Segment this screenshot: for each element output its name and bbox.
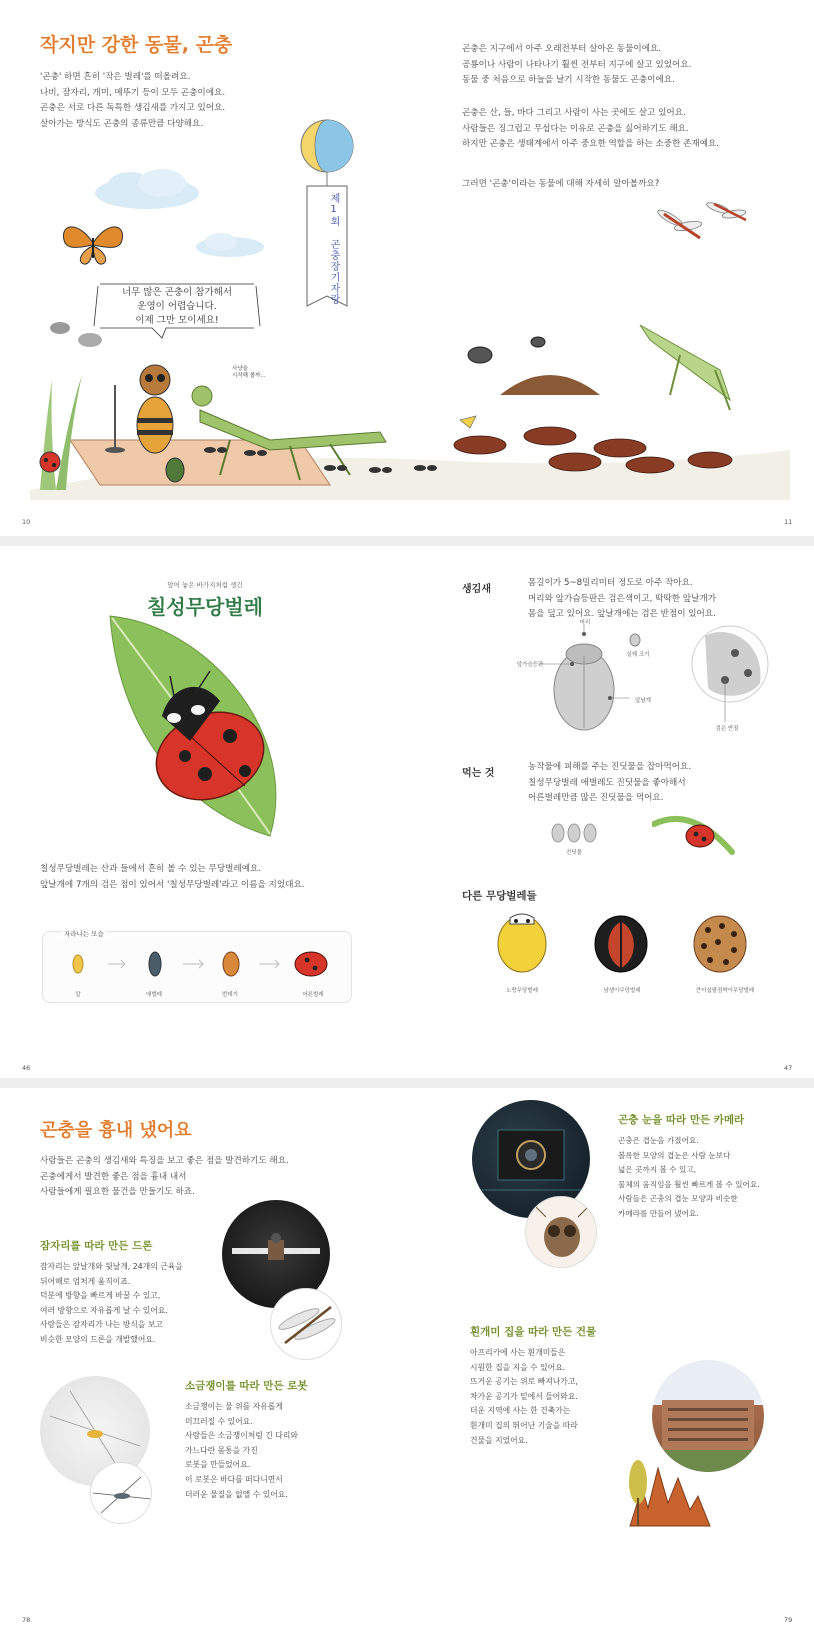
spread1-right-paragraph-1 [462,42,792,89]
appearance-text [528,576,788,623]
text-line: 더러운 물질을 없앨 수 있어요. [185,1489,288,1499]
robot-heading: 소금쟁이를 따라 만든 로봇 [185,1380,308,1392]
ladybug-on-stem-illustration [652,806,742,856]
text-line: 가느다란 몸통을 가진 [185,1445,258,1455]
ladybug-description [40,862,380,893]
diagram-label-thorax: 앞가슴등판 [516,662,544,668]
text-line: 미끄러질 수 있어요. [185,1416,253,1426]
drone-heading: 잠자리를 따라 만든 드론 [40,1240,153,1252]
text-line: 뒤어해로 엄처게 움직이죠. [40,1276,131,1286]
aphids-illustration [548,822,600,844]
text-line: 볼록한 모양의 겹눈은 사람 눈보다 [618,1150,731,1160]
text-line: 건물을 지었어요. [470,1435,528,1445]
camera-text [618,1134,808,1222]
page-number-right: 79 [784,1616,793,1624]
text-line: 비슷한 모양의 드론을 개발했어요. [40,1334,156,1344]
growth-label-egg: 알 [75,992,81,998]
dragonfly-illustration [642,196,762,256]
text-line: 앞날개에 7개의 검은 점이 있어서 '칠성무당벌레'라고 이름을 지었대요. [40,879,305,890]
text-line: 그러면 '곤충'이라는 동물에 대해 자세히 알아볼까요? [462,179,660,189]
text-line: 덕분에 방향을 빠르게 바꿀 수 있고, [40,1291,161,1301]
water-strider-photo [90,1462,152,1524]
text-line: 몸을 덮고 있어요. 앞날개에는 검은 반점이 있어요. [528,609,716,620]
insect-eye-photo [525,1196,597,1268]
cloud-illustration [193,230,268,260]
text-line: 시원한 집을 지을 수 있어요. [470,1362,566,1372]
butterfly-illustration [58,218,128,268]
growth-label-larva: 애벌레 [146,992,162,998]
text-line: 곤충은 서로 다른 독특한 생김새를 가지고 있어요. [40,103,226,114]
text-line: 나비, 잠자리, 개미, 메뚜기 등이 모두 곤충이에요. [40,87,226,98]
ladybug-kicker: 앞어 놓은 바가지처럼 생긴 [167,581,243,589]
page-number-left: 46 [22,1064,31,1072]
spread1-right-paragraph-2 [462,106,792,153]
text-line: 이제 그만 모이세요! [135,315,219,326]
cloud-illustration [90,165,205,215]
growth-label-pupa: 번데기 [222,992,238,998]
text-line: 칠성무당벌레는 산과 들에서 흔히 볼 수 있는 무당벌레예요. [40,864,262,874]
text-line: 시작해 볼까... [232,373,266,379]
text-line: 아프리카에 사는 흰개미들은 [470,1348,566,1357]
camera-heading: 곤충 눈을 따라 만든 카메라 [618,1114,745,1126]
text-line: 사람들은 곤충의 겹눈 모양과 비슷한 [618,1194,738,1204]
text-line: 로봇을 만들었어요. [185,1460,251,1470]
ladybug-anatomy-diagram [520,618,790,738]
diagram-label-head: 머리 [579,620,591,626]
spread3-title: 곤충을 흉내 냈어요 [40,1120,192,1141]
other-label-28spot: 큰이십팔점박이무당벌레 [695,988,755,994]
text-line: 곤충에게서 발견한 좋은 점을 흉내 내서 [40,1171,187,1182]
text-line: 물체의 움직임을 훨씬 빠르게 볼 수 있어요. [618,1179,760,1189]
text-line: 어른벌레만큼 많은 진딧물을 먹어요. [528,793,664,804]
spread3-intro [40,1154,380,1201]
other-ladybugs-illustrations [490,908,780,978]
page-number-left: 10 [22,518,31,526]
page-number-right: 47 [784,1064,793,1072]
text-line: 더운 지역에 사는 한 건축가는 [470,1406,571,1416]
building-heading: 흰개미 집을 따라 만든 건물 [470,1326,597,1338]
text-line: 곤충은 겹눈을 가졌어요. [618,1136,699,1145]
spread-insects-intro [0,0,814,536]
text-line: 공룡이나 사람이 나타나기 훨씬 전부터 지구에 살고 있었어요. [462,59,692,70]
text-line: 사람들은 잠자리가 나는 방식을 보고 [40,1320,163,1330]
dragonfly-photo [270,1288,342,1360]
banner-text: 제1회 곤충장기자랑 [328,193,339,305]
text-line: 몸길이가 5~8밀리미터 정도로 아주 작아요. [528,578,693,588]
spread-ladybug [0,546,814,1078]
insect-parade-scene [30,300,790,500]
spread1-right-paragraph-3 [462,177,792,193]
growth-stages-title: 자라나는 모습 [61,929,107,938]
page-number-left: 78 [22,1616,31,1624]
diagram-label-spot: 검은 반점 [715,726,739,732]
text-line: 잠자리는 앞날개와 뒷날개, 24개의 근육을 [40,1262,183,1271]
growth-stages-panel [42,931,352,1003]
text-line: 동물 중 처음으로 하늘을 날기 시작한 동물도 곤충이에요. [462,75,675,86]
text-line: 소금쟁이는 물 위를 자유롭게 [185,1402,283,1411]
text-line: 흰개미 집의 뛰어난 기술을 따라 [470,1420,578,1430]
termite-mound-illustration [624,1448,724,1528]
text-line: 사람들은 곤충의 생김새와 특징을 보고 좋은 점을 발견하기도 해요. [40,1156,289,1166]
text-line: 운영이 어렵습니다. [137,301,217,312]
text-line: 뜨거운 공기는 위로 빠져나가고, [470,1377,578,1387]
growth-label-adult: 어른벌레 [302,992,324,998]
other-ladybugs-heading: 다른 무당벌레들 [462,890,537,902]
text-line: 너무 많은 곤충이 참가해서 [121,287,232,298]
robot-text [185,1400,385,1502]
text-line: 사람들은 소금쟁이처럼 긴 다리와 [185,1431,298,1441]
aphid-label: 진딧물 [566,850,582,856]
ladybug-title: 칠성무당벌레 [147,595,263,619]
spread-biomimicry [0,1088,814,1631]
text-line: 사람들에게 필요한 물건을 만들기도 하죠. [40,1187,195,1198]
text-line: 농작물에 피해를 주는 진딧물을 잡아먹어요. [528,762,692,772]
text-line: 넓은 곳까지 볼 수 있고, [618,1165,697,1175]
text-line: 차가운 공기가 밑에서 들어와요. [470,1391,578,1401]
text-line: 칠성무당벌레 애벌레도 진딧물을 좋아해서 [528,777,686,788]
building-text [470,1346,640,1448]
other-label-turtle: 남생이무당벌레 [603,988,641,994]
text-line: 사냥을 [232,366,248,372]
text-line: 카메라를 만들어 냈어요. [618,1208,699,1218]
growth-stage-illustrations [63,946,333,982]
text-line: '곤충' 하면 흔히 '작은 벌레'를 떠올려요. [40,72,191,82]
page-number-right: 11 [784,518,793,526]
diagram-label-wing: 앞날개 [635,698,651,704]
text-line: 곤충은 지구에서 아주 오래전부터 살아온 동물이에요. [462,44,662,54]
text-line: 사람들은 징그럽고 무섭다는 이유로 곤충을 싫어하기도 해요. [462,123,689,134]
text-line: 살아가는 방식도 곤충의 종류만큼 다양해요. [40,118,204,129]
text-line: 이 로봇은 바다를 떠다니면서 [185,1474,283,1484]
ladybug-on-leaf-illustration [70,606,330,846]
food-text [528,760,788,807]
text-line: 하지만 곤충은 생태계에서 아주 중요한 역할을 하는 소중한 존재예요. [462,139,720,150]
text-line: 여러 방향으로 자유롭게 날 수 있어요. [40,1305,168,1315]
diagram-label-size: 실제 크기 [626,652,650,658]
appearance-heading: 생김새 [462,584,491,595]
text-line: 머리와 앞가슴등판은 검은색이고, 딱딱한 앞날개가 [528,593,716,604]
other-label-yellow: 노랑무당벌레 [506,988,538,994]
drone-text [40,1260,230,1348]
text-line: 곤충은 산, 들, 바다 그리고 사람이 사는 곳에도 살고 있어요. [462,108,686,118]
food-heading: 먹는 것 [462,768,495,779]
spread1-title: 작지만 강한 동물, 곤충 [40,34,233,56]
